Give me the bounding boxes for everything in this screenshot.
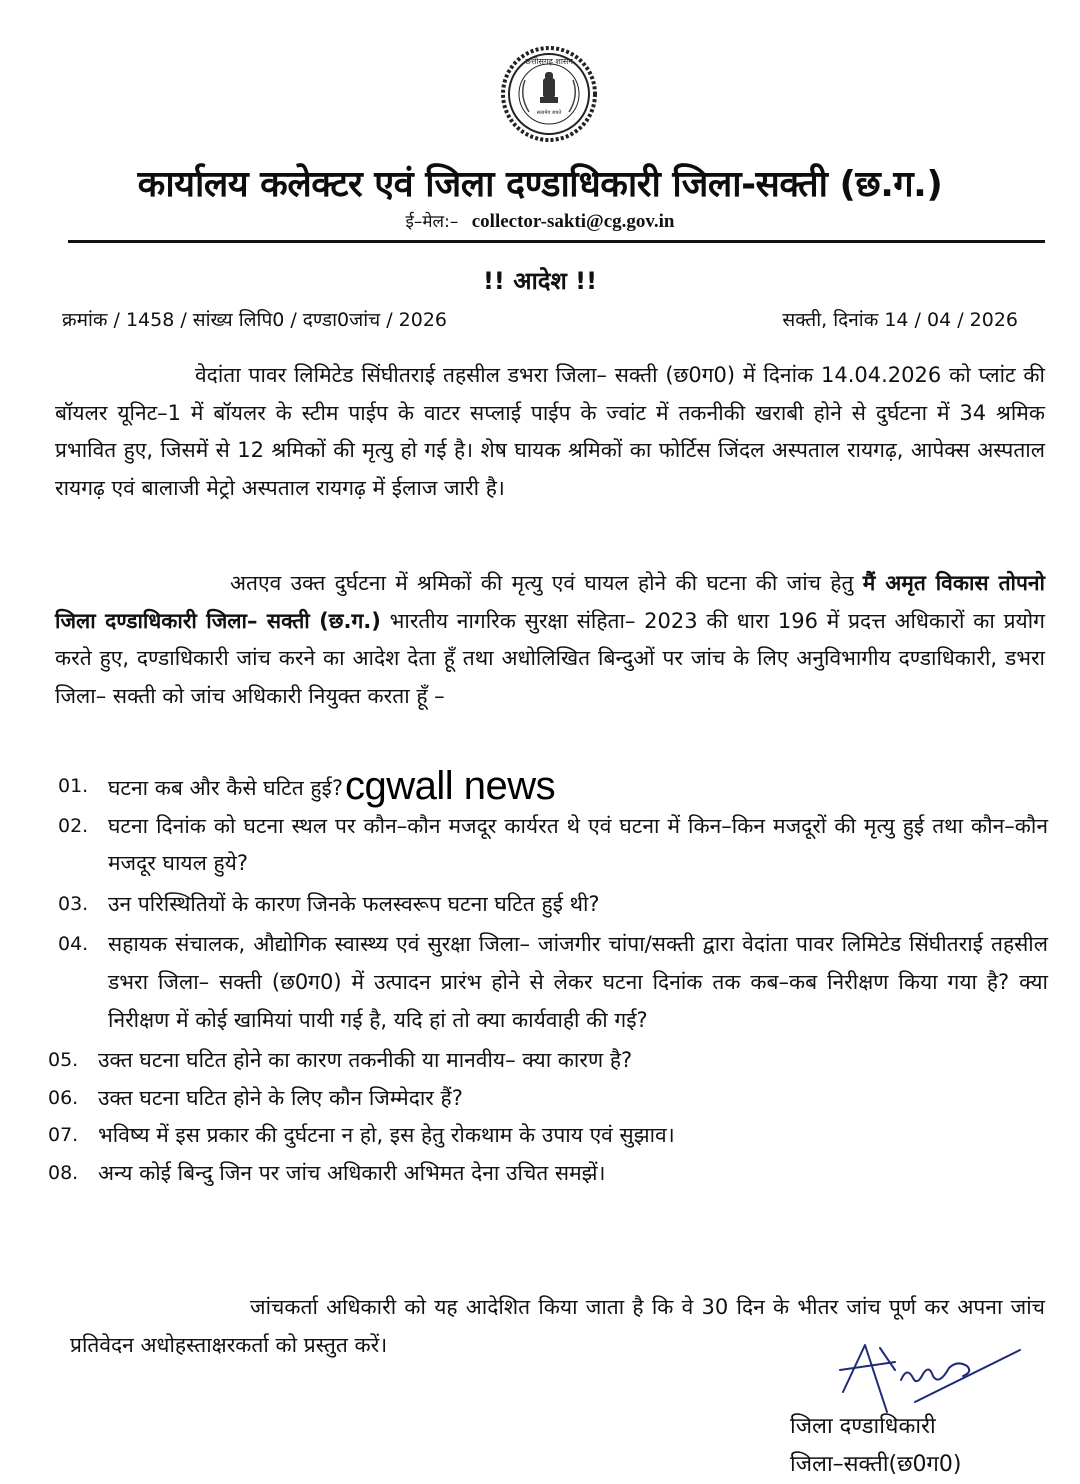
list-item [48,1042,1048,1080]
incident-text: वेदांता पावर लिमिटेड सिंघीतराई तहसील डभरा जिला– सक्ती (छ0ग0) में दिनांक 14.04.2026 को प्लांट की बॉयलर यूनिट–1 में बॉयलर के स्टीम पाईप के वाटर सप्लाई पाईप के ज्वांट में तकनीकी खराबी होने से दुर्घटना में 34 श्रमिक प्रभावित हुए, जिसमें से 12 श्रमिकों की मृत्यु हो गई है। शेष घायक श्रमिकों का फोर्टिस जिंदल अस्पताल रायगढ़, आपेक्स अस्पताल रायगढ़ एवं बालाजी मेट्रो अस्पताल रायगढ़ में ईलाज जारी है। [55,363,1045,500]
list-item [58,808,1048,883]
point-text: अन्य कोई बिन्दु जिन पर जांच अधिकारी अभिमत देना उचित समझें। [98,1160,606,1185]
list-item [58,764,1048,808]
email-line [0,209,1080,233]
point-number: 08. [48,1161,79,1184]
point-number: 07. [48,1124,79,1147]
place-and-date: सक्ती, दिनांक 14 / 04 / 2026 [782,309,1018,331]
point-text: उक्त घटना घटित होने का कारण तकनीकी या मानवीय– क्या कारण है? [98,1048,633,1073]
deadline-text: जांचकर्ता अधिकारी को यह आदेशित किया जाता है कि वे 30 दिन के भीतर जांच पूर्ण कर अपना जांच प्रतिवेदन अधोहस्ताक्षरकर्ता को प्रस्तुत करें। [70,1295,1045,1357]
list-item [48,1080,1048,1118]
point-text: घटना दिनांक को घटना स्थल पर कौन–कौन मजदूर कार्यरत थे एवं घटना में किन–किन मजदूरों की मृत्यु हुई तथा कौन–कौन मजदूर घायल हुये? [108,813,1048,876]
svg-text:सत्यमेव जयते: सत्यमेव जयते [536,110,562,116]
inquiry-points-list [48,764,1048,1193]
watermark-text: cgwall news [345,764,556,808]
point-text: घटना कब और कैसे घटित हुई? [108,776,343,800]
government-emblem-icon [499,40,599,152]
email-label: ई–मेल:– [405,212,459,232]
point-number: 03. [58,892,89,915]
office-title: कार्यालय कलेक्टर एवं जिला दण्डाधिकारी जिला-सक्ती (छ.ग.) [137,164,943,205]
incident-paragraph [55,357,1045,507]
list-item [58,926,1048,1039]
list-item [58,886,1048,924]
point-text: सहायक संचालक, औद्योगिक स्वास्थ्य एवं सुरक्षा जिला– जांजगीर चांपा/सक्ती द्वारा वेदांता पावर लिमिटेड सिंघीतराई तहसील डभरा जिला– सक्ती (छ0ग0) में उत्पादन प्रारंभ होने से लेकर घटना दिनांक तक कब–कब निरीक्षण किया गया है? क्या निरीक्षण में कोई खामियां पायी गई है, यदि हां तो क्या कार्यवाही की गई? [108,932,1048,1032]
point-number: 01. [58,775,89,797]
point-text: उन परिस्थितियों के कारण जिनके फलस्वरूप घटना घटित हुई थी? [108,891,600,916]
point-number: 05. [48,1049,79,1072]
order-text-start: अतएव उक्त दुर्घटना में श्रमिकों की मृत्यु एवं घायल होने की घटना की जांच हेतु [230,571,863,595]
point-text: उक्त घटना घटित होने के लिए कौन जिम्मेदार हैं? [98,1085,463,1110]
magistrate-name: मैं अमृत विकास तोपनो जिला दण्डाधिकारी जिला– सक्ती (छ.ग.) [55,571,1045,633]
header-divider [68,240,1045,243]
point-number: 04. [58,933,89,956]
point-number: 02. [58,814,89,837]
signatory-designation: जिला दण्डाधिकारी [790,1414,936,1439]
signatory-block [790,1408,962,1484]
reference-line [62,306,1018,332]
point-number: 06. [48,1086,79,1109]
svg-text:छत्तीसगढ़ शासन: छत्तीसगढ़ शासन [525,57,573,66]
list-item [48,1155,1048,1193]
list-item [48,1117,1048,1155]
order-heading: !! आदेश !! [482,267,598,295]
point-text: भविष्य में इस प्रकार की दुर्घटना न हो, इस हेतु रोकथाम के उपाय एवं सुझाव। [98,1123,675,1148]
email-address[interactable]: collector-sakti@cg.gov.in [471,211,675,232]
signatory-district: जिला–सक्ती(छ0ग0) [790,1452,962,1477]
order-text-end: भारतीय नागरिक सुरक्षा संहिता– 2023 की धारा 196 में प्रदत्त अधिकारों का प्रयोग करते हुए, दण्डाधिकारी जांच करने का आदेश देता हूँ तथा अधोलिखित बिन्दुओं पर जांच के लिए अनुविभागीय दण्डाधिकारी, डभरा जिला– सक्ती को जांच अधिकारी नियुक्त करता हूँ – [55,608,1045,708]
order-paragraph [55,565,1045,715]
order-reference-number: क्रमांक / 1458 / सांख्य लिपि0 / दण्डा0जांच / 2026 [62,309,448,331]
